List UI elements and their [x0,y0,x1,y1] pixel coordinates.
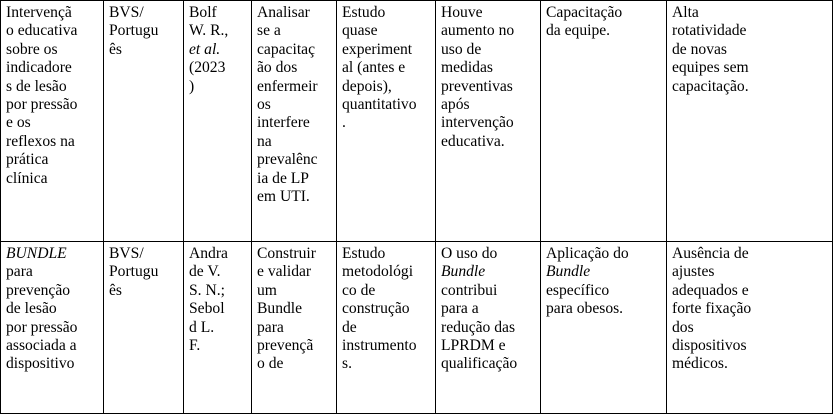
cell-line: BVS/ [109,4,144,21]
cell-line: capacitaç [257,40,315,58]
title-cell [1,242,104,414]
bundle-term: Bundle [441,263,486,281]
cell-line: S. N.; [189,281,225,299]
cell-line: ajustes [672,263,715,281]
cell-line: metodológi [342,263,414,281]
cell-line: para obesos. [546,300,624,318]
cell-line: Houve [441,4,483,21]
cell-line: depois), [342,77,392,95]
year-line: (2023 [189,59,226,77]
cell-line: adequados e [672,281,749,299]
cell-line: dispositivos [672,337,747,355]
cell-line: prevenção [6,281,71,299]
cell-line: em UTI. [257,188,310,206]
author-line: W. R., [189,22,229,40]
cell-line: redução das [441,318,516,336]
cell-line: reflexos na [6,132,75,150]
cell-line: capacitação. [672,77,749,95]
cell-line: sobre os [6,40,58,58]
cell-line: educativa. [441,132,505,150]
cell-line: prática [6,151,49,169]
authors-year-cell [184,1,252,242]
cell-line: ia de LP [257,169,309,187]
objective-cell [252,1,337,242]
cell-line: o de [257,355,284,373]
cell-line: e os [6,114,31,132]
objective-cell [252,242,337,414]
cell-line: equipes sem [672,59,749,77]
cell-line: por pressão [6,96,78,114]
cell-line: na [257,132,272,150]
cell-line: LPRDM e [441,337,506,355]
cell-line: associada a [6,337,77,355]
cell-line: Analisar [257,4,310,21]
cell-line: para [257,318,284,336]
cell-line: ão dos [257,59,298,77]
cell-line: dos [672,318,694,336]
cell-line: de lesão [6,300,57,318]
cell-line: Estudo [342,245,386,262]
year-line: ) [189,77,195,95]
cell-line: Sebol [189,300,225,318]
cell-line: qualificação [441,355,518,373]
table-row [1,242,833,414]
cell-line: e validar [257,263,312,281]
facilitator-cell [541,1,667,242]
study-type-cell [337,1,436,242]
cell-line: s. [342,355,352,373]
cell-line: interfere [257,114,310,132]
cell-line: contribui [441,281,498,299]
cell-line: prevalênc [257,151,318,169]
cell-line: quase [342,22,378,40]
database-language-cell [104,1,184,242]
cell-line: de novas [672,40,727,58]
cell-line: os [257,96,271,114]
cell-line: indicadore [6,59,72,77]
cell-line: Bundle [257,300,303,318]
cell-line: F. [189,337,201,355]
cell-line: preventivas [441,77,513,95]
cell-line: s de lesão [6,77,67,95]
cell-line: Capacitação [546,4,623,21]
bundle-term: BUNDLE [6,245,67,262]
cell-line: Andra [189,245,228,262]
cell-line: após [441,96,470,114]
study-type-cell [337,242,436,414]
facilitator-cell [541,242,667,414]
cell-line: quantitativo [342,96,417,114]
cell-line: aumento no [441,22,515,40]
cell-line: específico [546,281,610,299]
et-al-text: et al. [189,40,221,58]
cell-line: al (antes e [342,59,406,77]
cell-line: co de [342,281,376,299]
cell-line: o educativa [6,22,78,40]
cell-line: da equipe. [546,22,611,40]
cell-line: ês [109,281,122,299]
cell-line: Construir [257,245,316,262]
cell-line: rotatividade [672,22,747,40]
cell-line: BVS/ [109,245,144,262]
cell-line: para a [441,300,479,318]
database-language-cell [104,242,184,414]
cell-line: de [342,318,357,336]
cell-line: forte fixação [672,300,752,318]
cell-line: se a [257,22,281,40]
cell-line: Intervençã [6,4,72,21]
cell-line: um [257,281,277,299]
cell-line: Portugu [109,263,159,281]
cell-line: de V. [189,263,221,281]
cell-line: por pressão [6,318,78,336]
cell-line: prevençã [257,337,314,355]
cell-line: . [342,114,346,132]
cell-line: dispositivo [6,355,75,373]
cell-line: intervenção [441,114,514,132]
barrier-cell [667,1,833,242]
results-cell [436,242,541,414]
cell-line: instrumento [342,337,417,355]
cell-line: d L. [189,318,215,336]
cell-line: medidas [441,59,493,77]
title-cell [1,1,104,242]
cell-line: ês [109,40,122,58]
cell-line: Alta [672,4,699,21]
cell-line: O uso do [441,245,498,262]
authors-year-cell [184,242,252,414]
cell-line: uso de [441,40,482,58]
barrier-cell [667,242,833,414]
bundle-term: Bundle [546,263,591,281]
cell-line: para [6,263,33,281]
results-cell [436,1,541,242]
cell-line: construção [342,300,410,318]
cell-line: médicos. [672,355,728,373]
table-row [1,1,833,242]
cell-line: experiment [342,40,413,58]
cell-line: Estudo [342,4,386,21]
cell-line: enfermeir [257,77,318,95]
cell-line: Ausência de [672,245,749,262]
author-line: Bolf [189,4,217,21]
cell-line: clínica [6,169,48,187]
cell-line: Aplicação do [546,245,629,262]
cell-line: Portugu [109,22,159,40]
